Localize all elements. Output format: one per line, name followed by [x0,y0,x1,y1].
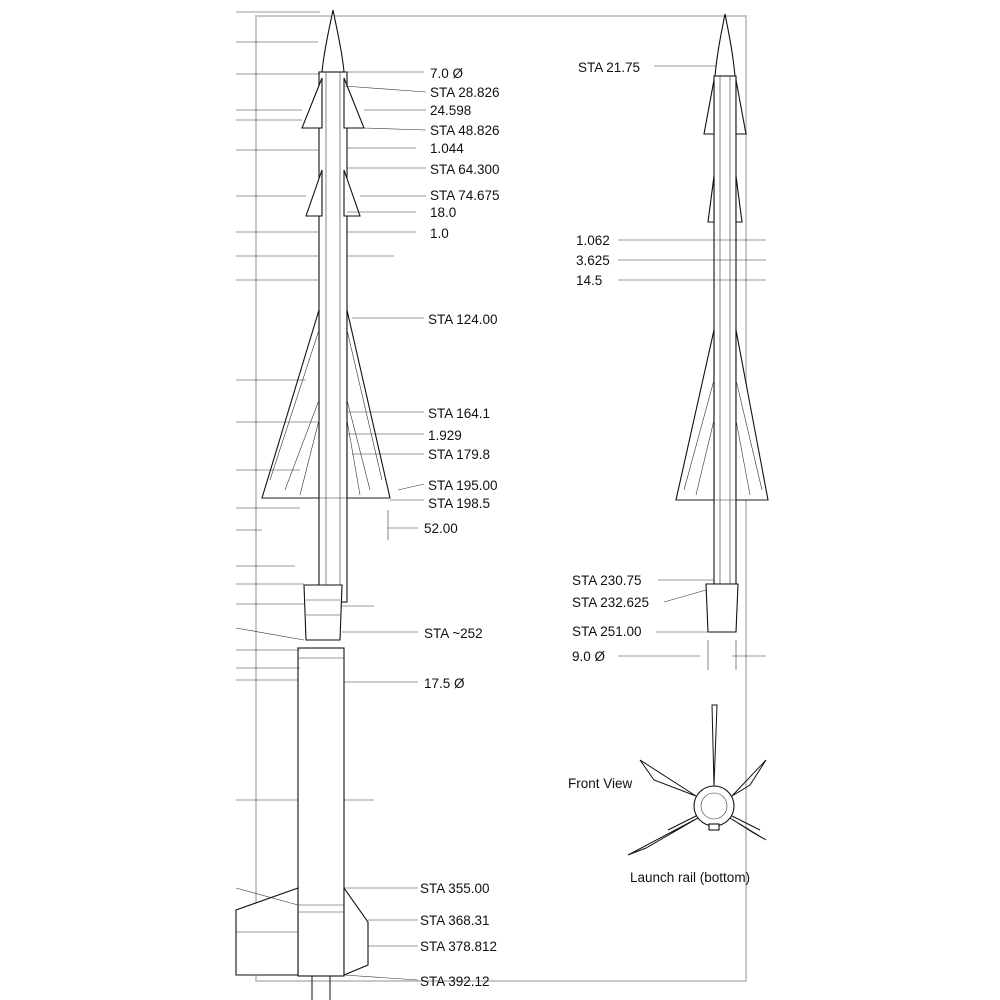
launch-rail-caption: Launch rail (bottom) [630,870,751,885]
front-body-outer [694,786,734,826]
side-transition [304,585,342,640]
label-sta-25100: STA 251.00 [572,624,642,639]
label-sta-1641: STA 164.1 [428,406,491,421]
front-launch-rail [709,824,719,830]
label-sta-28826: STA 28.826 [430,85,500,100]
label-sta-64300: STA 64.300 [430,162,500,177]
front-fin-lower-left [628,818,698,855]
side-nose-cone [322,10,344,72]
label-dia-9: 9.0 Ø [572,649,606,664]
label-1062: 1.062 [576,233,610,248]
side-booster-body [298,648,344,976]
label-24598: 24.598 [430,103,472,118]
top-transition [706,584,738,632]
side-second-canard [306,170,322,216]
front-fin-top [712,705,717,786]
side-booster-fin [236,888,298,975]
label-52: 52.00 [424,521,458,536]
top-view-labels [572,60,649,664]
label-1044: 1.044 [430,141,464,156]
label-sta-232625: STA 232.625 [572,595,650,610]
front-fin-lower-right [730,818,766,840]
label-1929: 1.929 [428,428,462,443]
front-fin-left [640,760,696,796]
label-sta-74675: STA 74.675 [430,188,500,203]
side-forward-canard [302,78,322,128]
label-sta-355: STA 355.00 [420,881,490,896]
label-sta-23075: STA 230.75 [572,573,642,588]
label-sta-378812: STA 378.812 [420,939,498,954]
label-sta-124: STA 124.00 [428,312,498,327]
label-sta-48826: STA 48.826 [430,123,500,138]
label-3625: 3.625 [576,253,610,268]
label-1: 1.0 [430,226,449,241]
label-sta-252: STA ~252 [424,626,483,641]
top-body [714,76,736,584]
top-canard [704,80,714,134]
label-18: 18.0 [430,205,457,220]
front-view-title: Front View [568,776,633,791]
label-sta-36831: STA 368.31 [420,913,490,928]
front-fin-right [732,760,766,796]
label-sta-39212: STA 392.12 [420,974,490,989]
top-nose-cone [715,14,735,76]
side-forward-body [319,72,347,602]
top-view-missile [676,14,768,632]
side-view-missile [236,10,390,1000]
label-dia-175: 17.5 Ø [424,676,465,691]
side-view-labels [420,66,500,989]
label-145: 14.5 [576,273,603,288]
label-sta-1798: STA 179.8 [428,447,491,462]
label-sta-1985: STA 198.5 [428,496,491,511]
label-sta-2175: STA 21.75 [578,60,641,75]
top-main-wing [676,330,714,500]
label-dia-7: 7.0 Ø [430,66,464,81]
label-sta-195: STA 195.00 [428,478,498,493]
